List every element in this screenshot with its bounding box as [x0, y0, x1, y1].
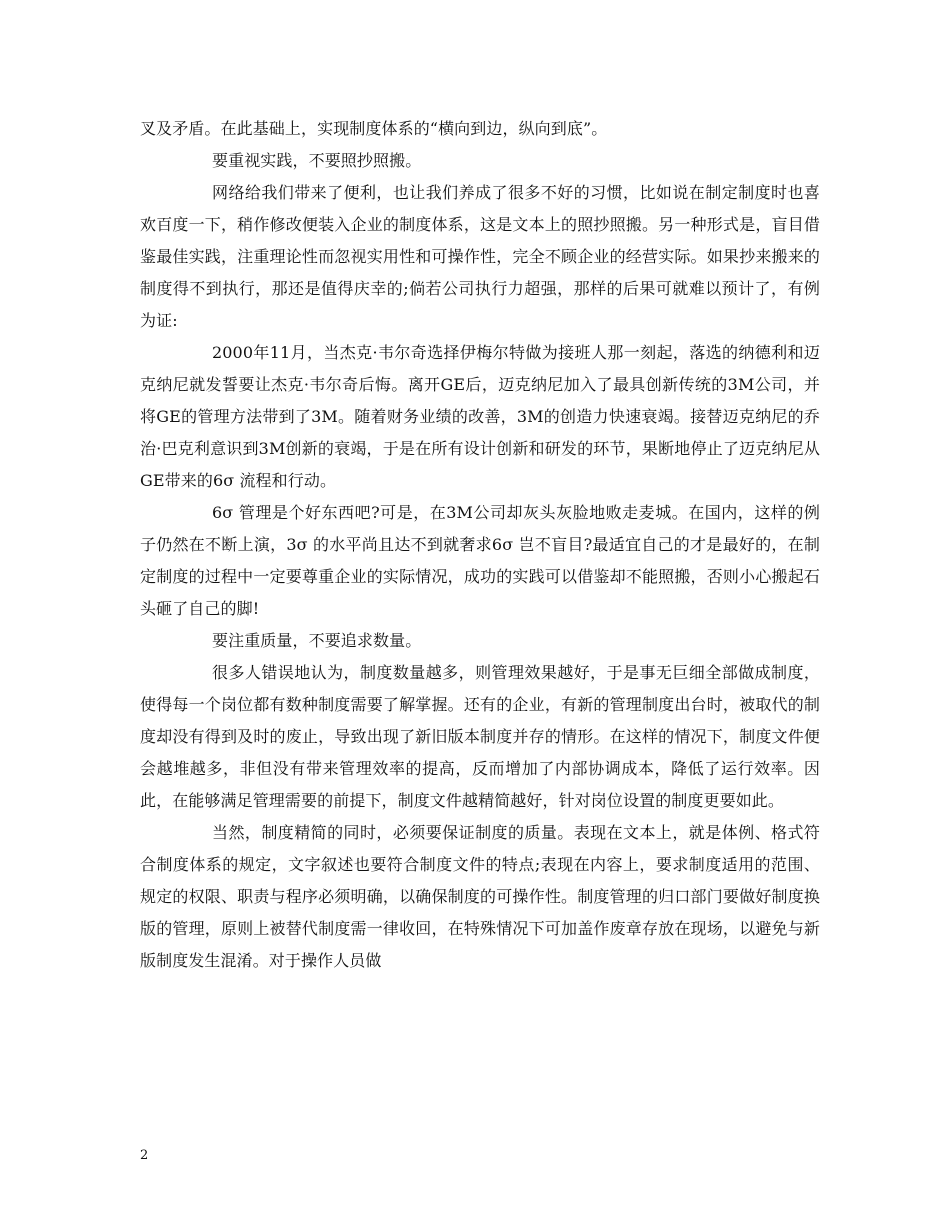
section-heading-quality: 要注重质量，不要追求数量。 — [212, 631, 422, 650]
paragraph-quantity: 很多人错误地认为，制度数量越多，则管理效果越好，于是事无巨细全部做成制度，使得每一个岗位都有数种制度需要了解掌握。还有的企业，有新的管理制度出台时，被取代的制度却没有得到及时的废止，导致出现了新旧版本制度并存的情形。在这样的情况下，制度文件便会越堆越多，非但没有带来管理效率的提高，反而增加了内部协调成本，降低了运行效率。因此，在能够满足管理需要的前提下，制度文件越精简越好，针对岗位设置的制度更要如此。 — [140, 663, 820, 810]
section-heading-practice: 要重视实践，不要照抄照搬。 — [212, 151, 422, 170]
paragraph-six-sigma: 6σ 管理是个好东西吧?可是，在3M公司却灰头灰脸地败走麦城。在国内，这样的例子仍然在不断上演，3σ 的水平尚且达不到就奢求6σ 岂不盲目?最适宜自己的才是最好的，在制定制度的过程中一定要尊重企业的实际情况，成功的实践可以借鉴却不能照搬，否则小心搬起石头砸了自己的脚! — [140, 503, 820, 618]
document-body — [140, 113, 820, 977]
paragraph-copying: 网络给我们带来了便利，也让我们养成了很多不好的习惯，比如说在制定制度时也喜欢百度一下，稍作修改便装入企业的制度体系，这是文本上的照抄照搬。另一种形式是，盲目借鉴最佳实践，注重理论性而忽视实用性和可操作性，完全不顾企业的经营实际。如果抄来搬来的制度得不到执行，那还是值得庆幸的;倘若公司执行力超强，那样的后果可就难以预计了，有例为证: — [140, 183, 820, 330]
paragraph-continuation: 叉及矛盾。在此基础上，实现制度体系的“横向到边，纵向到底”。 — [140, 119, 608, 138]
paragraph-quality: 当然，制度精简的同时，必须要保证制度的质量。表现在文本上，就是体例、格式符合制度体系的规定，文字叙述也要符合制度文件的特点;表现在内容上，要求制度适用的范围、规定的权限、职责与程序必须明确，以确保制度的可操作性。制度管理的归口部门要做好制度换版的管理，原则上被替代制度需一律收回，在特殊情况下可加盖作废章存放在现场，以避免与新版制度发生混淆。对于操作人员做 — [140, 823, 820, 970]
page-number: 2 — [140, 1148, 149, 1163]
paragraph-ge-example: 2000年11月，当杰克·韦尔奇选择伊梅尔特做为接班人那一刻起，落选的纳德利和迈克纳尼就发誓要让杰克·韦尔奇后悔。离开GE后，迈克纳尼加入了最具创新传统的3M公司，并将GE的管理方法带到了3M。随着财务业绩的改善，3M的创造力快速衰竭。接替迈克纳尼的乔治·巴克利意识到3M创新的衰竭，于是在所有设计创新和研发的环节，果断地停止了迈克纳尼从GE带来的6σ 流程和行动。 — [140, 343, 820, 490]
